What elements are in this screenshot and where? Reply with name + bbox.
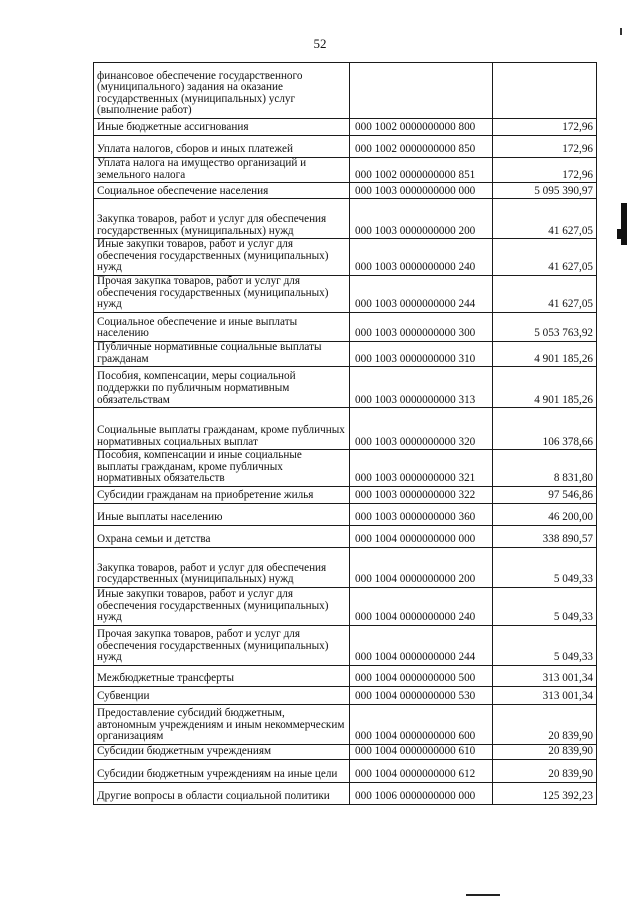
table-row: [94, 525, 597, 547]
row-sum: 41 627,05: [493, 275, 597, 312]
row-name: Субсидии бюджетным учреждениям: [94, 744, 350, 759]
row-sum: 125 392,23: [493, 782, 597, 804]
table-row: [94, 275, 597, 312]
row-name: Социальное обеспечение и иные выплаты населению: [94, 312, 350, 341]
row-name: Субсидии гражданам на приобретение жилья: [94, 486, 350, 503]
table-row: [94, 119, 597, 136]
table-row: [94, 408, 597, 450]
row-sum: 172,96: [493, 136, 597, 158]
row-sum: 106 378,66: [493, 408, 597, 450]
row-sum: 20 839,90: [493, 759, 597, 782]
row-code: 000 1004 0000000000 500: [350, 665, 493, 686]
row-name: Субсидии бюджетным учреждениям на иные цели: [94, 759, 350, 782]
table-row: [94, 367, 597, 408]
row-sum: 41 627,05: [493, 199, 597, 239]
row-name: Прочая закупка товаров, работ и услуг для обеспечения государственных (муниципальных) нужд: [94, 275, 350, 312]
row-sum: 338 890,57: [493, 525, 597, 547]
row-code: 000 1004 0000000000 610: [350, 744, 493, 759]
table-row: [94, 744, 597, 759]
row-code: 000 1003 0000000000 320: [350, 408, 493, 450]
row-code: 000 1003 0000000000 240: [350, 239, 493, 276]
row-code: 000 1003 0000000000 244: [350, 275, 493, 312]
row-code: 000 1003 0000000000 360: [350, 503, 493, 525]
row-name: Охрана семьи и детства: [94, 525, 350, 547]
budget-table-body: [94, 63, 597, 805]
row-sum: 97 546,86: [493, 486, 597, 503]
table-row: [94, 587, 597, 625]
row-name: Уплата налога на имущество организаций и земельного налога: [94, 158, 350, 183]
row-code: 000 1002 0000000000 850: [350, 136, 493, 158]
row-code: 000 1003 0000000000 200: [350, 199, 493, 239]
row-code: 000 1004 0000000000 240: [350, 587, 493, 625]
row-code: 000 1003 0000000000 313: [350, 367, 493, 408]
row-sum: 172,96: [493, 119, 597, 136]
row-name: Социальные выплаты гражданам, кроме публичных нормативных социальных выплат: [94, 408, 350, 450]
row-code: 000 1006 0000000000 000: [350, 782, 493, 804]
row-sum: 172,96: [493, 158, 597, 183]
row-code: 000 1003 0000000000 300: [350, 312, 493, 341]
row-sum: 20 839,90: [493, 744, 597, 759]
row-name: Иные закупки товаров, работ и услуг для обеспечения государственных (муниципальных) нужд: [94, 587, 350, 625]
row-name: Другие вопросы в области социальной политики: [94, 782, 350, 804]
table-row: [94, 503, 597, 525]
row-sum: 46 200,00: [493, 503, 597, 525]
row-name: Закупка товаров, работ и услуг для обеспечения государственных (муниципальных) нужд: [94, 547, 350, 587]
row-sum: 313 001,34: [493, 665, 597, 686]
table-row: [94, 665, 597, 686]
table-row: [94, 239, 597, 276]
table-row: [94, 199, 597, 239]
row-code: 000 1004 0000000000 612: [350, 759, 493, 782]
row-code: 000 1003 0000000000 321: [350, 450, 493, 487]
row-sum: 41 627,05: [493, 239, 597, 276]
scan-mark: [466, 894, 500, 896]
row-sum: 5 049,33: [493, 547, 597, 587]
row-code: 000 1003 0000000000 322: [350, 486, 493, 503]
row-name: финансовое обеспечение государственного (муниципального) задания на оказание государственных (муниципальных) услуг (выполнение работ): [94, 63, 350, 119]
row-name: Прочая закупка товаров, работ и услуг для обеспечения государственных (муниципальных) нужд: [94, 625, 350, 665]
row-name: Предоставление субсидий бюджетным, автономным учреждениям и иным некоммерческим организациям: [94, 704, 350, 744]
table-row: [94, 312, 597, 341]
row-sum: 5 049,33: [493, 625, 597, 665]
row-sum: 4 901 185,26: [493, 367, 597, 408]
row-name: Закупка товаров, работ и услуг для обеспечения государственных (муниципальных) нужд: [94, 199, 350, 239]
table-row: [94, 136, 597, 158]
row-name: Иные выплаты населению: [94, 503, 350, 525]
table-row: [94, 341, 597, 366]
table-row: [94, 547, 597, 587]
row-code: 000 1002 0000000000 800: [350, 119, 493, 136]
row-name: Уплата налогов, сборов и иных платежей: [94, 136, 350, 158]
row-name: Публичные нормативные социальные выплаты гражданам: [94, 341, 350, 366]
budget-table: [93, 62, 597, 805]
row-name: Межбюджетные трансферты: [94, 665, 350, 686]
table-row: [94, 759, 597, 782]
row-sum: [493, 63, 597, 119]
row-name: Социальное обеспечение населения: [94, 183, 350, 199]
table-row: [94, 686, 597, 704]
row-code: 000 1004 0000000000 244: [350, 625, 493, 665]
row-name: Пособия, компенсации и иные социальные выплаты гражданам, кроме публичных нормативных обязательств: [94, 450, 350, 487]
row-sum: 5 095 390,97: [493, 183, 597, 199]
row-name: Иные закупки товаров, работ и услуг для обеспечения государственных (муниципальных) нужд: [94, 239, 350, 276]
row-sum: 8 831,80: [493, 450, 597, 487]
row-sum: 313 001,34: [493, 686, 597, 704]
row-code: 000 1004 0000000000 200: [350, 547, 493, 587]
row-sum: 4 901 185,26: [493, 341, 597, 366]
table-row: [94, 486, 597, 503]
table-row: [94, 183, 597, 199]
row-code: 000 1004 0000000000 600: [350, 704, 493, 744]
scan-mark: [617, 229, 626, 239]
table-row: [94, 625, 597, 665]
scan-mark: [620, 28, 622, 35]
row-sum: 5 053 763,92: [493, 312, 597, 341]
row-sum: 20 839,90: [493, 704, 597, 744]
row-code: 000 1004 0000000000 000: [350, 525, 493, 547]
table-row: [94, 782, 597, 804]
row-code: 000 1004 0000000000 530: [350, 686, 493, 704]
page-number: 52: [313, 36, 327, 51]
table-row: [94, 450, 597, 487]
row-sum: 5 049,33: [493, 587, 597, 625]
table-row: [94, 158, 597, 183]
row-code: 000 1002 0000000000 851: [350, 158, 493, 183]
table-row: [94, 704, 597, 744]
row-code: [350, 63, 493, 119]
row-code: 000 1003 0000000000 000: [350, 183, 493, 199]
row-code: 000 1003 0000000000 310: [350, 341, 493, 366]
row-name: Субвенции: [94, 686, 350, 704]
row-name: Пособия, компенсации, меры социальной поддержки по публичным нормативным обязательствам: [94, 367, 350, 408]
table-row: [94, 63, 597, 119]
row-name: Иные бюджетные ассигнования: [94, 119, 350, 136]
